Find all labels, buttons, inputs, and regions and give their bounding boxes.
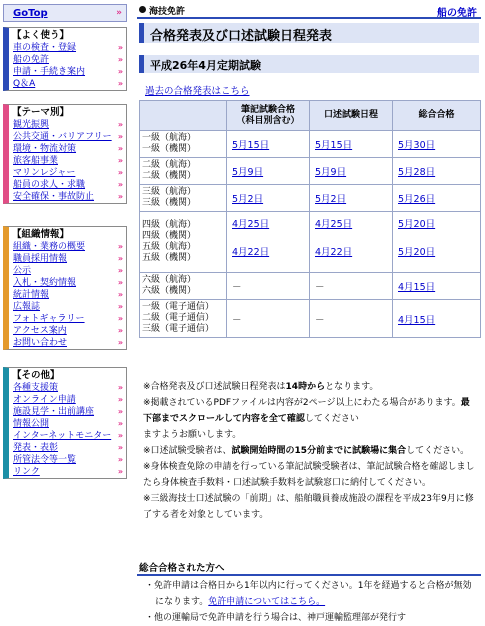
grade-cell bbox=[140, 273, 227, 300]
chevron-right-icon: » bbox=[117, 338, 123, 347]
sidebar-box-header: 【組織情報】 bbox=[12, 229, 70, 240]
written-none: － bbox=[232, 282, 242, 293]
chevron-right-icon: » bbox=[117, 242, 123, 251]
sidebar-item-label[interactable]: アクセス案内 bbox=[13, 326, 67, 336]
sidebar-item-label[interactable]: Q＆A bbox=[13, 79, 36, 89]
written-date-link[interactable]: 5月15日 bbox=[232, 140, 270, 151]
table-row bbox=[140, 300, 481, 338]
final-cell bbox=[393, 300, 481, 338]
grade-label: 三級（電子通信） bbox=[142, 324, 215, 334]
sidebar-item[interactable] bbox=[9, 78, 126, 90]
sidebar-item[interactable] bbox=[9, 406, 126, 418]
final-cell bbox=[393, 212, 481, 273]
oral-date-link[interactable]: 5月9日 bbox=[315, 167, 347, 178]
grade-cell bbox=[140, 158, 227, 185]
sidebar-item[interactable] bbox=[9, 131, 126, 143]
chevron-right-icon: » bbox=[117, 254, 123, 263]
written-cell bbox=[227, 212, 310, 273]
grade-label: 六級（航海） bbox=[142, 275, 197, 285]
final-date-link[interactable]: 5月20日 bbox=[398, 247, 436, 258]
chevron-right-icon: » bbox=[117, 266, 123, 275]
sidebar-item-label[interactable]: 所管法令等一覧 bbox=[13, 455, 77, 465]
grade-label: 六級（機関） bbox=[142, 286, 197, 296]
final-cell bbox=[393, 131, 481, 158]
sidebar-item[interactable] bbox=[9, 119, 126, 131]
sidebar-item[interactable] bbox=[9, 454, 126, 466]
sidebar-box-frequent bbox=[3, 27, 127, 91]
chevron-right-icon: » bbox=[117, 55, 123, 64]
chevron-right-icon: » bbox=[117, 326, 123, 335]
chevron-right-icon: » bbox=[117, 443, 123, 452]
column-header-oral: 口述試験日程 bbox=[310, 101, 393, 131]
oral-cell bbox=[310, 300, 393, 338]
bullet-icon bbox=[139, 6, 146, 13]
sidebar-item[interactable] bbox=[9, 277, 126, 289]
chevron-right-icon: » bbox=[117, 79, 123, 88]
oral-cell bbox=[310, 273, 393, 300]
sidebar-item-label[interactable]: マリンレジャー bbox=[13, 168, 76, 178]
past-results-link[interactable]: 過去の合格発表はこちら bbox=[145, 86, 250, 97]
oral-date-link[interactable]: 5月15日 bbox=[315, 140, 353, 151]
table-row bbox=[140, 158, 481, 185]
note-oral-gather: ※口述試験受験者は、試験開始時間の15分前までに試験場に集合してください。 bbox=[143, 446, 470, 456]
sidebar-item-label[interactable]: 広報誌 bbox=[13, 302, 41, 312]
chevron-right-icon: » bbox=[117, 302, 123, 311]
written-date-link[interactable]: 5月2日 bbox=[232, 194, 264, 205]
chevron-right-icon: » bbox=[117, 467, 123, 476]
sidebar-item-label[interactable]: 申請・手続き案内 bbox=[13, 67, 86, 77]
oral-none: － bbox=[315, 282, 325, 293]
oral-cell bbox=[310, 131, 393, 158]
written-date-link[interactable]: 4月25日 bbox=[232, 219, 270, 230]
sidebar-item[interactable] bbox=[9, 253, 126, 265]
sidebar-box-organization bbox=[3, 226, 127, 350]
sidebar-box-other bbox=[3, 367, 127, 479]
sidebar bbox=[0, 0, 133, 619]
note-third-grade: ※三級海技士口述試験の「前期」は、船舶職員養成施設の課程を平成23年9月に修了する者を対象としています。 bbox=[143, 494, 474, 520]
notes bbox=[143, 379, 477, 523]
sidebar-item-label[interactable]: 情報公開 bbox=[13, 419, 50, 429]
final-date-link[interactable]: 4月15日 bbox=[398, 314, 436, 326]
sidebar-item[interactable] bbox=[9, 337, 126, 349]
sidebar-item[interactable] bbox=[9, 42, 126, 54]
oral-none: － bbox=[315, 314, 325, 326]
sidebar-item[interactable] bbox=[9, 394, 126, 406]
written-cell bbox=[227, 300, 310, 338]
sidebar-item-label[interactable]: 安全確保・事故防止 bbox=[13, 192, 95, 202]
grade-label: 五級（航海） bbox=[142, 242, 197, 252]
sidebar-item[interactable] bbox=[9, 66, 126, 78]
schedule-table bbox=[139, 100, 481, 338]
written-cell bbox=[227, 158, 310, 185]
chevron-right-icon: » bbox=[117, 156, 123, 165]
written-date-link[interactable]: 5月9日 bbox=[232, 167, 264, 178]
oral-date-link[interactable]: 4月22日 bbox=[315, 247, 353, 258]
grade-cell bbox=[140, 131, 227, 158]
grade-label: 三級（航海） bbox=[142, 187, 197, 197]
final-date-link[interactable]: 5月28日 bbox=[398, 167, 436, 178]
sidebar-item[interactable] bbox=[9, 382, 126, 394]
section-bar bbox=[137, 3, 481, 17]
grade-label: 二級（機関） bbox=[142, 171, 197, 181]
chevron-right-icon: » bbox=[116, 8, 122, 18]
sidebar-item-label[interactable]: 組織・業務の概要 bbox=[13, 242, 86, 252]
written-date-link[interactable]: 4月22日 bbox=[232, 247, 270, 258]
sidebar-item[interactable] bbox=[9, 241, 126, 253]
sidebar-item[interactable] bbox=[9, 325, 126, 337]
table-row bbox=[140, 131, 481, 158]
sidebar-item-label[interactable]: 旅客船事業 bbox=[13, 156, 59, 166]
final-date-link[interactable]: 4月15日 bbox=[398, 282, 436, 293]
chevron-right-icon: » bbox=[117, 144, 123, 153]
note-pdf: ※掲載されているPDFファイルは内容が2ページ以上にわたる場合があります。最下部までスクロールして内容を全て確認してください ますようお願いします。 bbox=[143, 398, 470, 440]
sidebar-item-label[interactable]: 公共交通・バリアフリー bbox=[13, 132, 112, 142]
grade-cell bbox=[140, 300, 227, 338]
table-header-row bbox=[140, 101, 481, 131]
pass-section-header bbox=[137, 560, 481, 574]
chevron-right-icon: » bbox=[117, 192, 123, 201]
main-content bbox=[137, 0, 481, 623]
chevron-right-icon: » bbox=[117, 180, 123, 189]
sidebar-item-label[interactable]: インターネットモニター bbox=[13, 431, 112, 441]
sidebar-item[interactable] bbox=[9, 54, 126, 66]
sidebar-item-label[interactable]: リンク bbox=[13, 467, 40, 477]
sidebar-item-label[interactable]: 入札・契約情報 bbox=[13, 278, 77, 288]
sidebar-item-label[interactable]: 統計情報 bbox=[13, 290, 50, 300]
written-cell bbox=[227, 185, 310, 212]
brand-label: 船の免許 bbox=[437, 8, 477, 19]
license-application-link[interactable]: 免許申請についてはこちら。 bbox=[208, 597, 326, 607]
grade-label: 四級（機関） bbox=[142, 231, 197, 241]
chevron-right-icon: » bbox=[117, 314, 123, 323]
chevron-right-icon: » bbox=[117, 120, 123, 129]
written-cell bbox=[227, 273, 310, 300]
exam-period-title: 平成26年4月定期試験 bbox=[150, 59, 261, 72]
chevron-right-icon: » bbox=[117, 132, 123, 141]
exam-period-bar bbox=[139, 55, 479, 73]
table-row bbox=[140, 212, 481, 273]
chevron-right-icon: » bbox=[117, 278, 123, 287]
chevron-right-icon: » bbox=[117, 290, 123, 299]
chevron-right-icon: » bbox=[117, 67, 123, 76]
sidebar-item-label[interactable]: 発表・表彰 bbox=[13, 443, 59, 453]
schedule-body bbox=[140, 131, 481, 338]
sidebar-item[interactable] bbox=[9, 155, 126, 167]
grade-label: 一級（航海） bbox=[142, 133, 197, 143]
written-none: － bbox=[232, 314, 242, 326]
grade-label: 一級（電子通信） bbox=[142, 302, 215, 312]
sidebar-item[interactable] bbox=[9, 265, 126, 277]
sidebar-item[interactable] bbox=[9, 179, 126, 191]
page-title: 合格発表及び口述試験日程発表 bbox=[150, 29, 333, 44]
sidebar-item[interactable] bbox=[9, 143, 126, 155]
chevron-right-icon: » bbox=[117, 407, 123, 416]
chevron-right-icon: » bbox=[117, 431, 123, 440]
sidebar-item-label[interactable]: オンライン申請 bbox=[13, 395, 76, 405]
divider bbox=[137, 17, 481, 19]
column-header-final: 総合合格 bbox=[393, 101, 481, 131]
oral-cell bbox=[310, 158, 393, 185]
final-cell bbox=[393, 158, 481, 185]
final-date-link[interactable]: 5月20日 bbox=[398, 219, 436, 230]
sidebar-item[interactable] bbox=[9, 191, 126, 203]
sidebar-item[interactable] bbox=[9, 418, 126, 430]
table-row bbox=[140, 185, 481, 212]
sidebar-box-header: 【その他】 bbox=[12, 370, 60, 381]
grade-cell bbox=[140, 212, 227, 273]
oral-cell bbox=[310, 185, 393, 212]
column-header-written: 筆記試験合格 （科目別含む） bbox=[227, 101, 310, 131]
chevron-right-icon: » bbox=[117, 395, 123, 404]
sidebar-item[interactable] bbox=[9, 313, 126, 325]
divider bbox=[137, 574, 481, 576]
pass-note-item: ・他の運輸局で免許申請を行う場合は、神戸運輸監理部が発行す bbox=[145, 613, 407, 623]
pass-note-item: ・免許申請は合格日から1年以内に行ってください。1年を経過すると合格が無効になります。免許申請についてはこちら。 bbox=[145, 581, 472, 607]
chevron-right-icon: » bbox=[117, 43, 123, 52]
grade-label: 二級（電子通信） bbox=[142, 313, 215, 323]
sidebar-item-label[interactable]: 公示 bbox=[13, 266, 32, 276]
note-fee: ※身体検査免除の申請を行っている筆記試験受験者は、筆記試験合格を確認しましたら身体検査手数料・口述試験手数料を試験窓口に納付してください。 bbox=[143, 462, 475, 488]
final-cell bbox=[393, 185, 481, 212]
oral-cell bbox=[310, 212, 393, 273]
sidebar-item[interactable] bbox=[9, 289, 126, 301]
sidebar-box-header: 【よく使う】 bbox=[12, 30, 70, 41]
sidebar-item-label[interactable]: 船員の求人・求職 bbox=[13, 180, 86, 190]
note-start-time: ※合格発表及び口述試験日程発表は14時からとなります。 bbox=[143, 382, 379, 392]
chevron-right-icon: » bbox=[117, 168, 123, 177]
chevron-right-icon: » bbox=[117, 455, 123, 464]
grade-label: 二級（航海） bbox=[142, 160, 197, 170]
grade-cell bbox=[140, 185, 227, 212]
sidebar-item[interactable] bbox=[9, 301, 126, 313]
sidebar-box-theme bbox=[3, 104, 127, 204]
sidebar-item-label[interactable]: 各種支援策 bbox=[13, 383, 59, 393]
chevron-right-icon: » bbox=[117, 419, 123, 428]
oral-date-link[interactable]: 5月2日 bbox=[315, 194, 347, 205]
grade-label: 五級（機関） bbox=[142, 253, 197, 263]
column-header-grade bbox=[140, 101, 227, 131]
sidebar-item-label[interactable]: 車の検査・登録 bbox=[13, 43, 77, 53]
sidebar-item-label[interactable]: 環境・物流対策 bbox=[13, 144, 77, 154]
page-title-bar bbox=[139, 23, 479, 43]
grade-label: 一級（機関） bbox=[142, 144, 197, 154]
sidebar-box-header: 【テーマ別】 bbox=[12, 107, 70, 118]
pass-section-title: 総合合格された方へ bbox=[139, 563, 225, 574]
grade-label: 四級（航海） bbox=[142, 220, 197, 230]
sidebar-item-label[interactable]: 船の免許 bbox=[13, 55, 50, 65]
table-row bbox=[140, 273, 481, 300]
sidebar-item-label[interactable]: 観光振興 bbox=[13, 120, 50, 130]
sidebar-item[interactable] bbox=[9, 442, 126, 454]
sidebar-item[interactable] bbox=[9, 167, 126, 179]
sidebar-item[interactable] bbox=[9, 466, 126, 478]
oral-date-link[interactable]: 4月25日 bbox=[315, 219, 353, 230]
sidebar-item-label[interactable]: お問い合わせ bbox=[13, 338, 68, 348]
final-date-link[interactable]: 5月30日 bbox=[398, 140, 436, 151]
sidebar-item-label[interactable]: 施設見学・出前講座 bbox=[13, 407, 95, 417]
final-date-link[interactable]: 5月26日 bbox=[398, 194, 436, 205]
grade-label: 三級（機関） bbox=[142, 198, 197, 208]
section-label: 海技免許 bbox=[149, 7, 186, 17]
gotop-link[interactable] bbox=[3, 4, 127, 22]
sidebar-item-label[interactable]: フォトギャラリー bbox=[13, 314, 85, 324]
written-cell bbox=[227, 131, 310, 158]
chevron-right-icon: » bbox=[117, 383, 123, 392]
gotop-label[interactable]: GoTop bbox=[13, 8, 48, 19]
sidebar-item-label[interactable]: 職員採用情報 bbox=[13, 254, 68, 264]
sidebar-item[interactable] bbox=[9, 430, 126, 442]
final-cell bbox=[393, 273, 481, 300]
